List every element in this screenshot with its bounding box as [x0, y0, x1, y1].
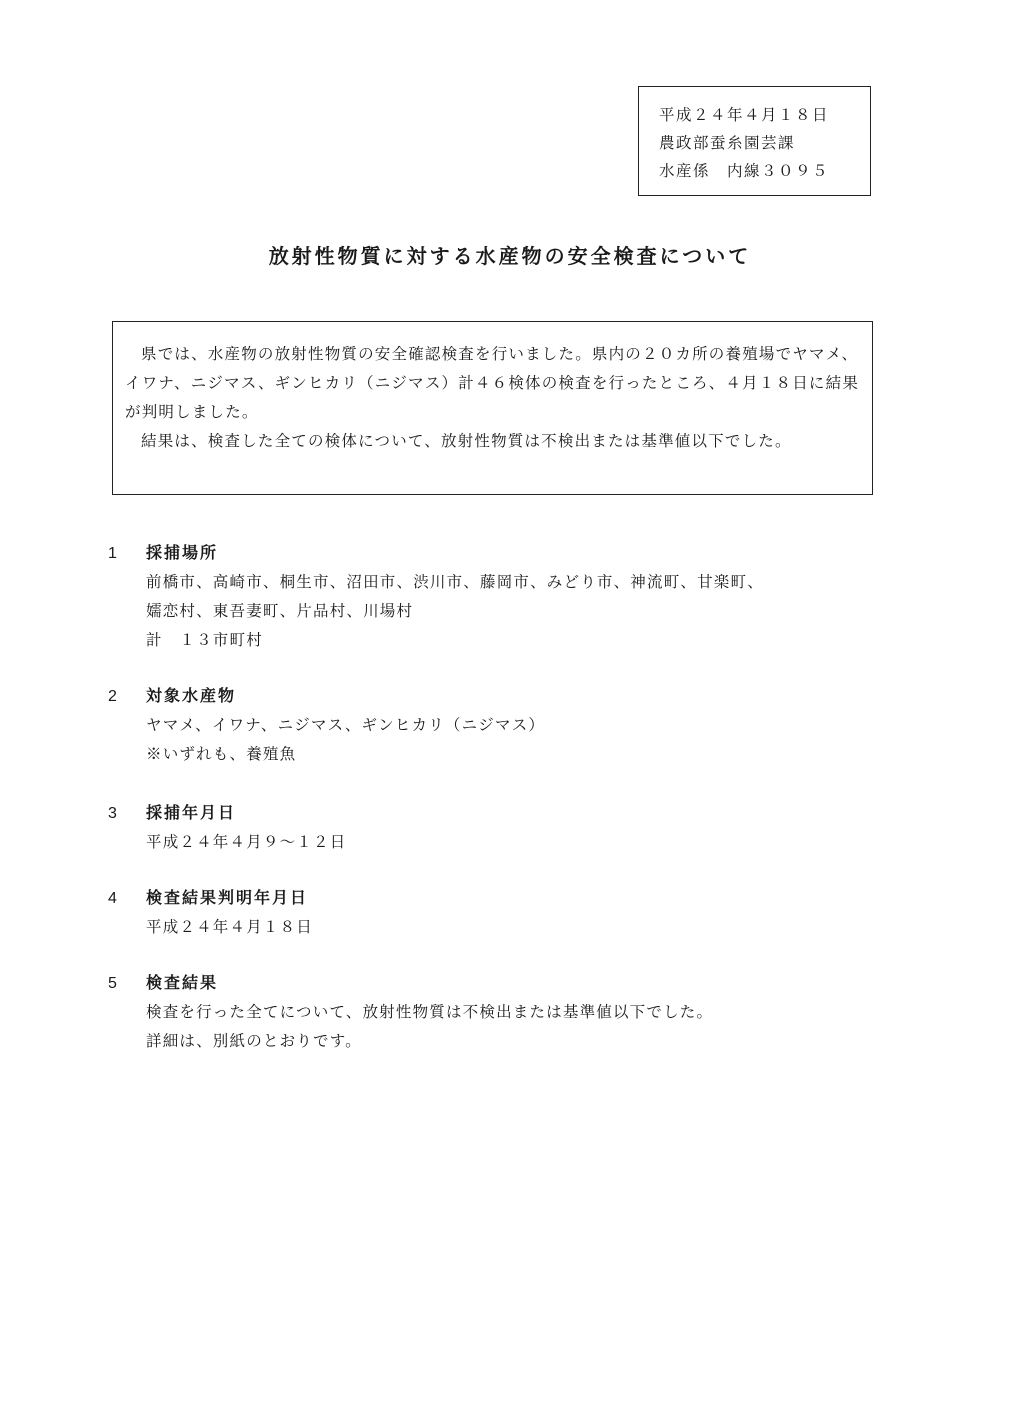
section-number: 5 [108, 975, 117, 992]
section-line: 嬬恋村、東吾妻町、片品村、川場村 [146, 602, 414, 620]
section-title: 検査結果判明年月日 [146, 888, 309, 907]
section-title: 採捕年月日 [146, 803, 237, 822]
section-number: 2 [108, 688, 117, 705]
summary-box [112, 321, 873, 495]
section-title: 採捕場所 [146, 543, 219, 562]
section-body [108, 998, 908, 1056]
issue-date: 平成２４年４月１８日 [659, 106, 830, 124]
header-info-box [638, 86, 871, 196]
section-number: 4 [108, 890, 117, 907]
section-heading [108, 800, 908, 828]
section-result-date [108, 885, 908, 942]
section-body [108, 711, 908, 769]
section-line: 計 １３市町村 [146, 631, 263, 649]
section-heading [108, 540, 908, 568]
contact-extension: 水産係 内線３０９５ [659, 162, 830, 180]
section-target-products [108, 683, 908, 769]
summary-paragraph-2: 結果は、検査した全ての検体について、放射性物質は不検出または基準値以下でした。 [141, 432, 792, 450]
section-title: 対象水産物 [146, 686, 237, 705]
section-line: 詳細は、別紙のとおりです。 [146, 1032, 362, 1050]
section-sampling-locations [108, 540, 908, 655]
section-heading [108, 970, 908, 998]
section-line: ※いずれも、養殖魚 [146, 745, 297, 763]
section-line: 検査を行った全てについて、放射性物質は不検出または基準値以下でした。 [146, 1003, 714, 1021]
section-line: 平成２４年４月９～１２日 [146, 833, 347, 851]
section-line: 平成２４年４月１８日 [146, 918, 314, 936]
section-line: ヤマメ、イワナ、ニジマス、ギンヒカリ（ニジマス） [146, 716, 546, 734]
summary-paragraph-1: 県では、水産物の放射性物質の安全確認検査を行いました。県内の２０カ所の養殖場でヤマメ、イワナ、ニジマス、ギンヒカリ（ニジマス）計４６検体の検査を行ったところ、４月１８日に結果が判明しました。 [125, 345, 860, 421]
section-heading [108, 885, 908, 913]
section-inspection-results [108, 970, 908, 1056]
section-line: 前橋市、高崎市、桐生市、沼田市、渋川市、藤岡市、みどり市、神流町、甘楽町、 [146, 573, 764, 591]
document-title: 放射性物質に対する水産物の安全検査について [268, 244, 752, 268]
section-body [108, 568, 908, 655]
section-heading [108, 683, 908, 711]
section-body [108, 828, 908, 857]
section-title: 検査結果 [146, 973, 219, 992]
section-body [108, 913, 908, 942]
department-name: 農政部蚕糸園芸課 [659, 134, 796, 152]
section-sampling-date [108, 800, 908, 857]
section-number: 1 [108, 545, 117, 562]
section-number: 3 [108, 805, 117, 822]
